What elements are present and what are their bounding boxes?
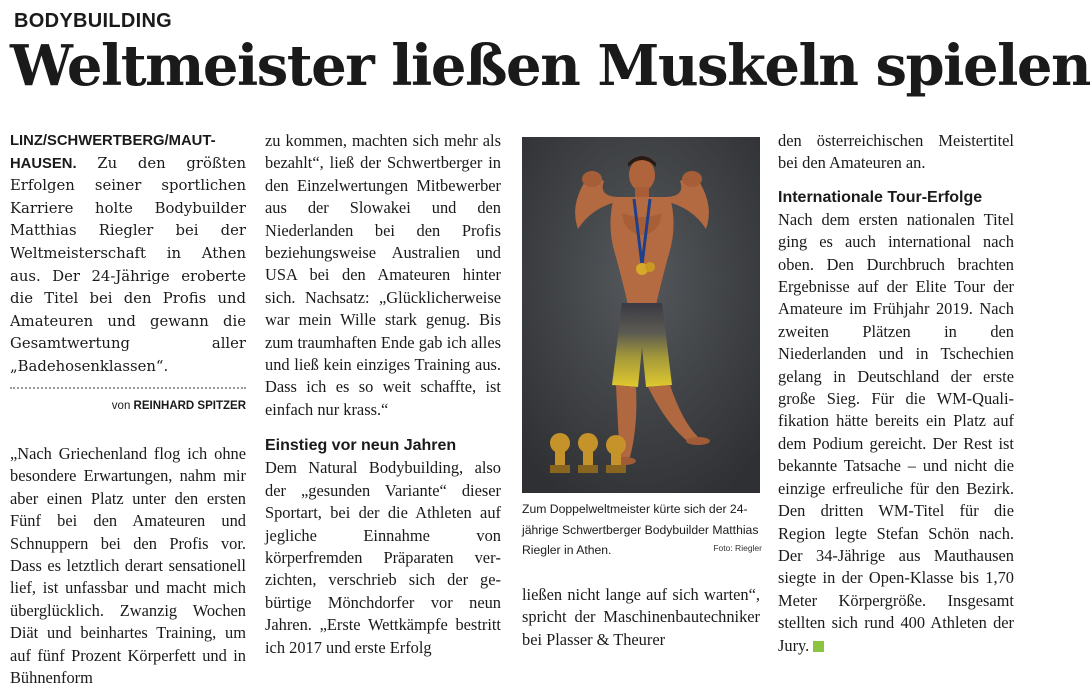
dotted-divider <box>10 387 246 389</box>
photo-caption <box>522 499 762 561</box>
closing-text: Nach dem ersten nationalen Titel ging es auch international nach oben. Den Durchbruch brachten Ergebnisse auf der Elite Tour der Amateure im Frühjahr 2019. Nach zweiten Plätzen in den Niederlanden und in Tschechien gelang in Deutschland der erste große Sieg. Für die WM-Qualifikation hätte bereits ein Platz auf dem Podium gereicht. Der Rest ist bekannte Tatsache – und nicht die einzige erfreuliche für den Bezirk. Den dritten WM-Titel für die Region legte Stefan Schön nach. Der 34-Jährige aus Mauthausen siegte in der Open-Klasse bis 1,70 Meter Körpergröße. Insgesamt stellten sich rund 400 Athleten der Jury. <box>778 209 1014 655</box>
body-paragraph <box>778 209 1014 657</box>
section-kicker: BODYBUILDING <box>14 10 173 32</box>
body-paragraph: den österreichischen Meistertitel bei den Amateuren an. <box>778 131 1014 173</box>
subheading: Einstieg vor neun Jahren <box>265 437 457 455</box>
lead-paragraph <box>10 130 246 379</box>
body-paragraph: zu kommen, machten sich mehr als bezahlt“, ließ der Schwertberger in den Einzelwertungen Mitbewerber aus der Slowakei und den Niederlanden bei den Profis beziehungsweise Australien und USA bei den Amateuren hinter sich. Nachsatz: „Glücklicherweise war mein Wille stark genug. Bis zum traumhaften Ende gab ich alles und ließ kein einziges Training aus. Dass ich es so weit schaffte, ist einfach nur krass.“ <box>265 131 501 419</box>
body-paragraph: ließen nicht lange auf sich warten“, spricht der Maschinenbautechniker bei Plasser & Theurer <box>522 585 760 649</box>
bodybuilder-illustration <box>522 137 760 493</box>
byline-author: REINHARD SPITZER <box>133 399 246 412</box>
bodybuilder-photo <box>522 137 760 493</box>
article-column-3 <box>522 584 760 651</box>
article-column-1 <box>10 130 246 689</box>
end-of-article-mark <box>813 641 824 652</box>
headline: Weltmeister ließen Muskeln spielen <box>10 33 1090 99</box>
byline-prefix: von <box>111 399 131 412</box>
caption-text: Zum Doppelweltmeister kürte sich der 24-jährige Schwertberger Bodybuilder Matthias Riegler in Athen. <box>522 502 759 557</box>
article-column-4 <box>778 130 1014 657</box>
body-paragraph: Dem Natural Bodybuilding, also der „gesunden Variante“ dieser Sportart, bei der die Athleten auf jegliche Einnahme von körperfremden Präparaten verzichten, verschrieb sich der gebürtige Mönchdorfer vor neun Jahren. „Erste Wettkämpfe bestritt ich 2017 und erste Erfolg <box>265 458 501 657</box>
body-paragraph: „Nach Griechenland flog ich ohne besondere Erwartungen, nahm mir aber einen Platz unter den ersten Fünf bei den Amateuren und Schnuppern bei den Profis vor. Dass es letztlich derart sensationell lief, ist unfassbar und macht mich überglücklich. Zwanzig Wochen Diät und beinhartes Training, um auf fünf Prozent Körperfett und in Bühnenform <box>10 443 246 687</box>
lead-text: Zu den größten Erfolgen seiner sportlichen Karriere holte Bodybuilder Matthias Riegler bei der Weltmeisterschaft in Athen aus. Der 24-Jährige eroberte die Titel bei den Profis und Amateuren und gewann die Gesamtwertung aller „Badehosenklassen“. <box>10 154 246 375</box>
photo-credit: Foto: Riegler <box>713 543 762 553</box>
subheading: Internationale Tour-Erfolge <box>778 188 983 206</box>
trophy-icon <box>550 433 626 473</box>
byline <box>10 395 246 417</box>
dateline: LINZ/SCHWERTBERG/MAUT-HAUSEN. <box>10 133 216 172</box>
article-column-2 <box>265 130 501 659</box>
